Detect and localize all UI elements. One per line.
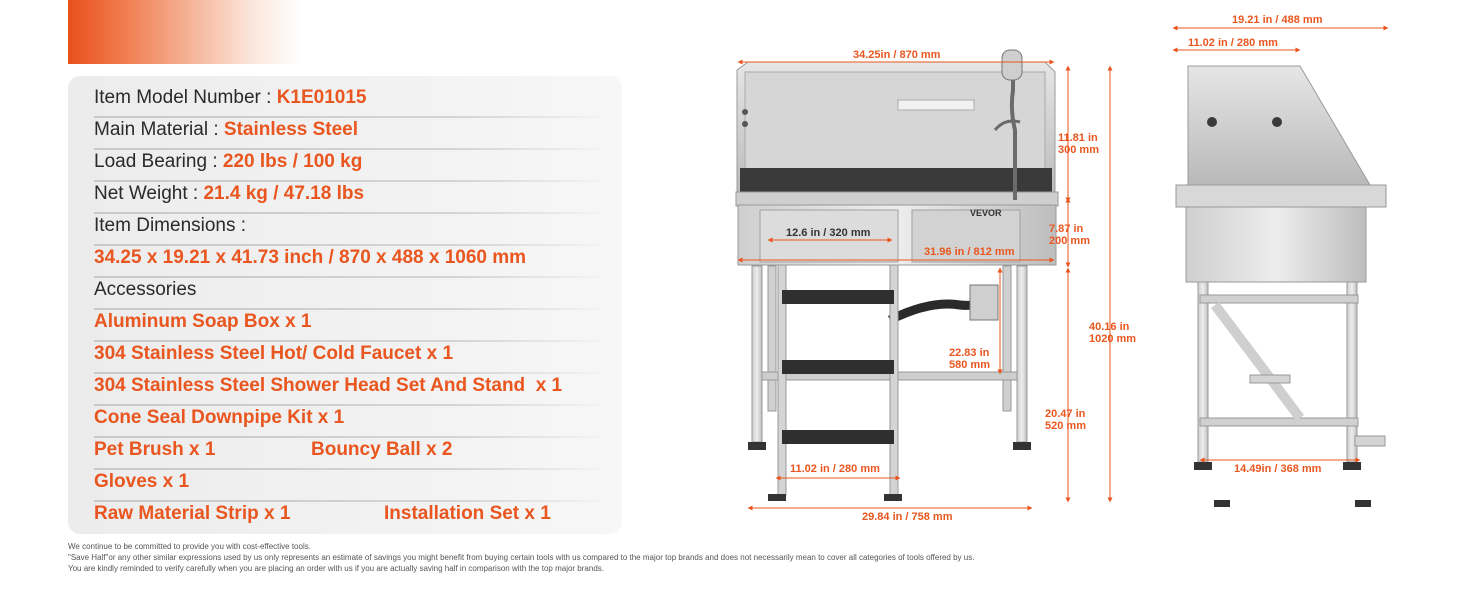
dim-total-mm: 1020 mm [1089, 333, 1137, 345]
accessory-installation-set: Installation Set x 1 [384, 503, 551, 524]
soap-box [898, 100, 974, 110]
accessory-downpipe-kit: Cone Seal Downpipe Kit x 1 [94, 407, 345, 428]
front-view-tub [736, 62, 1058, 265]
dim-backsplash-mm: 300 mm [1058, 144, 1099, 156]
spec-accessories-label: Accessories [94, 279, 197, 300]
spec-load-value: 220 lbs / 100 kg [222, 151, 363, 172]
accessory-material-strip: Raw Material Strip x 1 [94, 503, 291, 524]
dim-side-backsplash: 11.02 in / 280 mm [1188, 37, 1278, 49]
accessory-soap-box: Aluminum Soap Box x 1 [94, 311, 312, 332]
spec-weight-value: 21.4 kg / 47.18 lbs [203, 183, 365, 204]
spec-weight-label: Net Weight : [94, 183, 199, 204]
spec-model-label: Item Model Number : [94, 87, 272, 108]
spec-load-label: Load Bearing : [94, 151, 218, 172]
spec-dims-label: Item Dimensions : [94, 215, 247, 236]
spec-dims-value: 34.25 x 19.21 x 41.73 inch / 870 x 488 x 1060 mm [94, 247, 527, 268]
disclaimer-line: "Save Half"or any other similar expressions used by us only represents an estimate of savings you might benefit from buying certain tools with us compared to the major top brands and does not necessarily mean to cover all categories of tools offered by us. [68, 553, 975, 562]
accessory-shower-head: 304 Stainless Steel Shower Head Set And Stand x 1 [94, 375, 563, 396]
dim-top-width: 34.25in / 870 mm [853, 49, 941, 61]
dim-base-width: 29.84 in / 758 mm [862, 511, 953, 523]
spec-material-value: Stainless Steel [223, 119, 359, 140]
dim-door-width: 12.6 in / 320 mm [786, 227, 871, 239]
dim-backsplash-in: 11.81 in [1058, 132, 1098, 144]
dim-step-mm: 580 mm [949, 359, 990, 371]
vevor-logo: VEVOR [970, 208, 1002, 218]
dim-side-depth: 19.21 in / 488 mm [1232, 14, 1323, 26]
dim-inner-width: 31.96 in / 812 mm [924, 246, 1015, 258]
dim-step-width: 11.02 in / 280 mm [790, 463, 880, 475]
dim-step-in: 22.83 in [949, 347, 990, 359]
dim-basin-mm: 200 mm [1049, 235, 1090, 247]
disclaimer-line: We continue to be committed to provide you with cost-effective tools. [68, 542, 311, 551]
accessory-bouncy-ball: Bouncy Ball x 2 [311, 439, 453, 460]
dim-leg-mm: 520 mm [1045, 420, 1086, 432]
dim-side-base: 14.49in / 368 mm [1234, 463, 1322, 475]
accessory-gloves: Gloves x 1 [94, 471, 190, 492]
disclaimer-line: You are kindly reminded to verify carefully when you are placing an order with us if you are actually saving half in comparison with the top major brands. [68, 564, 604, 573]
dim-basin-in: 7.87 in [1049, 223, 1084, 235]
side-view-tub [1176, 66, 1386, 282]
spec-model-value: K1E01015 [276, 87, 367, 108]
accessory-pet-brush: Pet Brush x 1 [94, 439, 216, 460]
dim-total-in: 40.16 in [1089, 321, 1130, 333]
dim-leg-in: 20.47 in [1045, 408, 1086, 420]
accessory-faucet: 304 Stainless Steel Hot/ Cold Faucet x 1 [94, 343, 454, 364]
spec-material-label: Main Material : [94, 119, 219, 140]
